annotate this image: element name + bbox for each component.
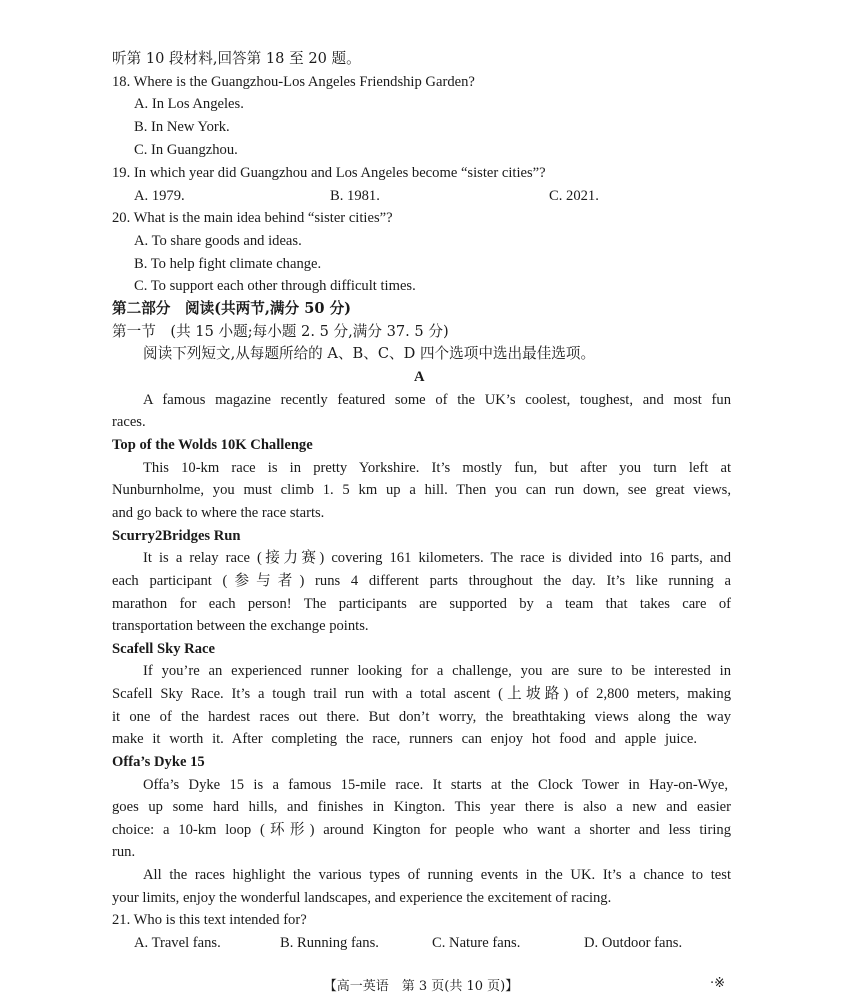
heading-scafell: Scafell Sky Race — [112, 641, 215, 657]
question-19: 19. In which year did Guangzhou and Los Angeles become “sister cities”? — [112, 165, 546, 181]
scurry-line-4: transportation between the exchange points. — [112, 618, 369, 634]
q21-option-c: C. Nature fans. — [432, 935, 521, 951]
reading-directions: 阅读下列短文,从每题所给的 A、B、C、D 四个选项中选出最佳选项。 — [143, 345, 596, 362]
q21-option-d: D. Outdoor fans. — [584, 935, 683, 951]
intro-line-1: A famous magazine recently featured some of the UK’s coolest, toughest, and most fun — [143, 392, 731, 408]
question-18: 18. Where is the Guangzhou-Los Angeles Friendship Garden? — [112, 74, 475, 90]
conclusion-line-1: All the races highlight the various types of running events in the UK. It’s a chance to test — [143, 867, 731, 883]
heading-scurry: Scurry2Bridges Run — [112, 528, 241, 544]
part2-title: 第二部分 阅读(共两节,满分 50 分) — [112, 300, 352, 317]
section1-title: 第一节 (共 15 小题;每小题 2. 5 分,满分 37. 5 分) — [112, 323, 449, 340]
scafell-line-3: it one of the hardest races out there. But don’t worry, the breathtaking views along the way — [112, 709, 731, 725]
heading-offas: Offa’s Dyke 15 — [112, 754, 205, 770]
q19-option-b: B. 1981. — [330, 188, 380, 204]
wolds-line-2: Nunburnholme, you must climb 1. 5 km up a hill. Then you can run down, see great views, — [112, 482, 731, 498]
q18-option-b: B. In New York. — [134, 119, 230, 135]
q20-option-b: B. To help fight climate change. — [134, 256, 322, 272]
q20-option-a: A. To share goods and ideas. — [134, 233, 302, 249]
wolds-line-1: This 10-km race is in pretty Yorkshire. It’s mostly fun, but after you turn left at — [143, 460, 731, 476]
page-footer: 【高一英语 第 3 页(共 10 页)】 — [323, 979, 519, 994]
listening-instruction: 听第 10 段材料,回答第 18 至 20 题。 — [112, 50, 361, 67]
wolds-line-3: and go back to where the race starts. — [112, 505, 325, 521]
q21-option-b: B. Running fans. — [280, 935, 379, 951]
question-21: 21. Who is this text intended for? — [112, 912, 307, 928]
passage-letter: A — [414, 369, 425, 385]
q18-option-c: C. In Guangzhou. — [134, 142, 238, 158]
q20-option-c: C. To support each other through difficult times. — [134, 278, 416, 294]
scafell-line-1: If you’re an experienced runner looking for a challenge, you are sure to be interested in — [143, 663, 731, 679]
offas-line-1: Offa’s Dyke 15 is a famous 15-mile race. It starts at the Clock Tower in Hay-on-Wye, — [143, 777, 728, 793]
question-20: 20. What is the main idea behind “sister cities”? — [112, 210, 393, 226]
scurry-line-2: each participant (参与者) runs 4 different parts throughout the day. It’s like running a — [112, 573, 731, 589]
conclusion-line-2: your limits, enjoy the wonderful landscapes, and experience the excitement of racing. — [112, 890, 612, 906]
scafell-line-2: Scafell Sky Race. It’s a tough trail run with a total ascent (上坡路) of 2,800 meters, making — [112, 686, 731, 702]
scafell-line-4: make it worth it. After completing the race, runners can enjoy hot food and apple juice. — [112, 731, 697, 747]
q18-option-a: A. In Los Angeles. — [134, 96, 244, 112]
intro-line-2: races. — [112, 414, 146, 430]
scurry-line-1: It is a relay race (接力赛) covering 161 kilometers. The race is divided into 16 parts, and — [143, 550, 731, 566]
heading-wolds: Top of the Wolds 10K Challenge — [112, 437, 313, 453]
offas-line-2: goes up some hard hills, and finishes in Kington. This year there is also a new and easier — [112, 799, 731, 815]
q21-option-a: A. Travel fans. — [134, 935, 221, 951]
scurry-line-3: marathon for each person! The participants are supported by a team that takes care of — [112, 596, 731, 612]
offas-line-4: run. — [112, 844, 136, 860]
offas-line-3: choice: a 10-km loop (环形) around Kington for people who want a shorter and less tiring — [112, 822, 731, 838]
q19-option-c: C. 2021. — [549, 188, 599, 204]
footer-mark: ·※ — [710, 976, 726, 991]
q19-option-a: A. 1979. — [134, 188, 185, 204]
